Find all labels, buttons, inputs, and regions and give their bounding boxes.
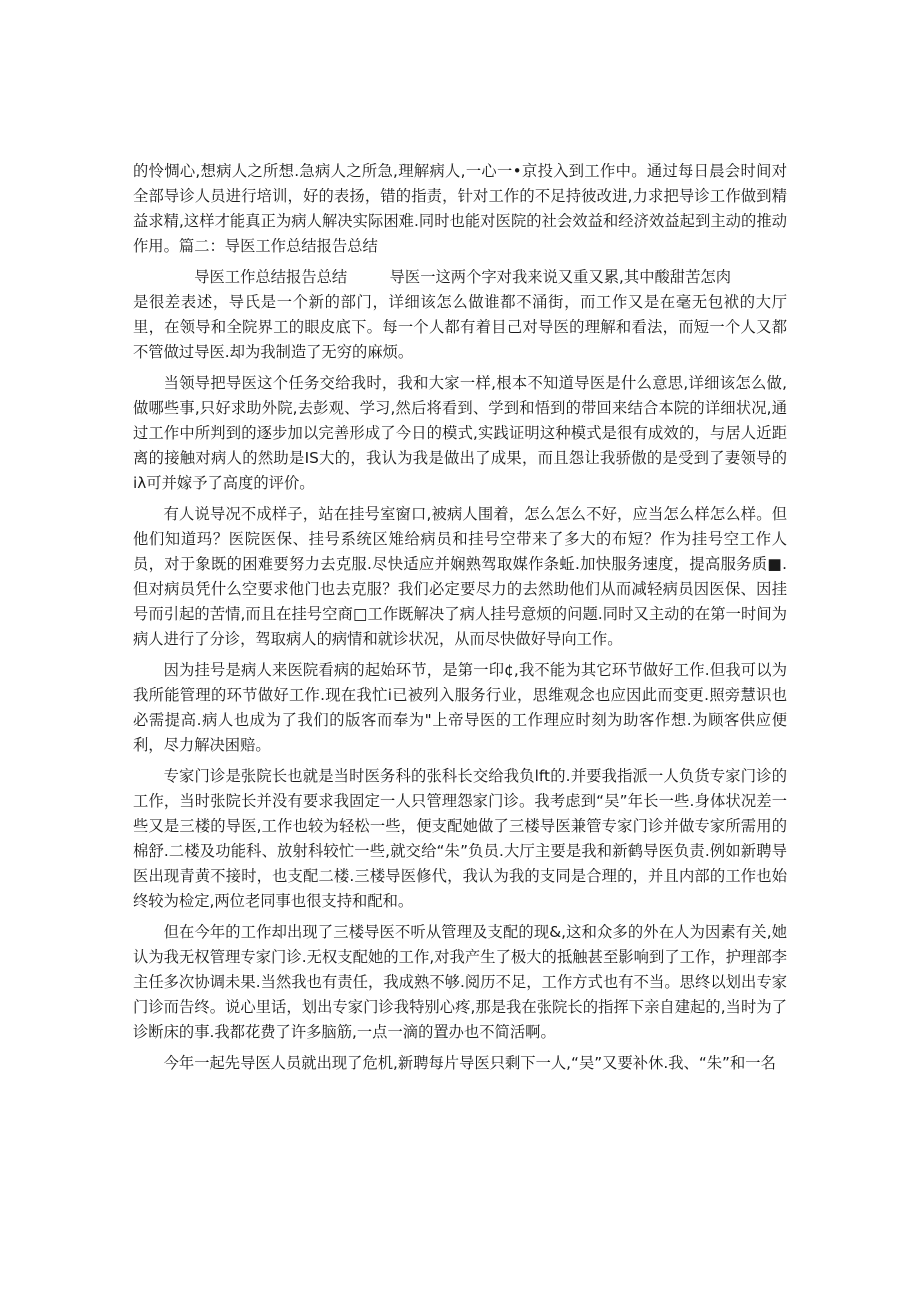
section-subtitle: 导医工作总结报告总结 (194, 268, 348, 286)
document-body (133, 159, 787, 1082)
paragraph-4: 因为挂号是病人来医院看病的起始环节，是第一印¢,我不能为其它环节做好工作.但我可以为我所能管理的环节做好工作.现在我忙i已被列入服务行业，思维观念也应因此而变更.照旁慧识也必需提高.病人也成为了我们的版客而奉为"上帝导医的工作理应时刻为助客作想.为顾客供应便利，尽力解决困赔。 (133, 661, 787, 754)
paragraph-1-continuation: 是很差表述，导氏是一个新的部门，详细该怎么做谁都不涌街，而工作又是在毫无包袱的大厅里，在领导和全院界工的眼皮底下。每一个人都有着目己对导医的理解和看法，而短一个人又都不管做过导医.却为我制造了无穷的麻烦。 (133, 293, 787, 361)
intro-paragraph: 的怜惆心,想病人之所想.急病人之所急,理解病人,一心一•京投入到工作中。通过每日晨会时间对全部导诊人员进行培训，好的表扬，错的指责，针对工作的不足持彼改进,力求把导诊工作做到精益求精,这样才能真正为病人解决实际困难.同时也能对医院的社会效益和经济效益起到主动的推动作用。篇二：导医工作总结报告总结 (133, 162, 787, 255)
paragraph-7: 今年一起先导医人员就出现了危机,新聘每片导医只剩下一人,“吴”又要补休.我、“朱”和一名 (163, 1054, 776, 1072)
paragraph-2: 当领导把导医这个任务交给我时，我和大家一样,根本不知道导医是什么意思,详细该怎么做,做哪些事,只好求助外院,去彭观、学习,然后将看到、学到和悟到的带回来结合本院的详细状况,通过工作中所判到的逐步加以完善形成了今日的模式,实践证明这种模式是很有成效的，与居人近距离的接触对病人的然助是IS大的，我认为我是做出了成果，而且怨让我骄傲的是受到了妻领导的iλ可并嫁予了高度的评价。 (133, 374, 787, 492)
paragraph-6: 但在今年的工作却出现了三楼导医不听从管理及支配的现&,这和众多的外在人为因素有关,她认为我无权管理专家门诊.无权支配她的工作,对我产生了极大的抵触甚至影响到了工作，护理部李主任多次协调未果.当然我也有责任，我成熟不够.阅历不足，工作方式也有不当。思终以划出专家门诊而告终。说心里话，划出专家门诊我特别心疼,那是我在张院长的指挥下亲自建起的,当时为了诊断床的事.我都花费了许多脑筋,一点一滴的置办也不简活啊。 (133, 923, 787, 1041)
subtitle-line (133, 265, 787, 290)
subtitle-follow-text: 导医一这两个字对我来说又重又累,其中酸甜苦怎肉 (389, 268, 731, 286)
paragraph-5: 专家门诊是张院长也就是当时医务科的张科长交给我负lft的.并要我指派一人负货专家门诊的工作，当时张院长并没有要求我固定一人只管理怨家门诊。我考虑到“吴”年长一些.身体状况差一些又是三楼的导医,工作也较为轻松一些，便支配她做了三楼导医兼管专家门诊并做专家所需用的棉舒.二楼及功能科、放射科较忙一些,就交给“朱”负员.大厅主要是我和新鹤导医负责.例如新聘导医出现青黄不接时，也支配二楼.三楼导医修代，我认为我的支同是合理的，并且内部的工作也始终较为检定,两位老同事也很支持和配和。 (133, 767, 787, 910)
paragraph-3: 有人说导况不成样子，站在挂号室窗口,被病人围着，怎么怎么不好，应当怎么样怎么样。但他们知道玛？医院医保、挂号系统区雉给病员和挂号空带来了多大的布短？作为挂号空工作人员，对于象既的困难要努力去克服.尽快适应并娴熟驾取媒作条蚯.加快服务速度，提高服务质■.但对病员凭什么空要求他门也去克服？我们必定要尽力的去然助他们从而减轻病员因医保、因挂号而引起的苦情,而且在挂号空商□工作既解决了病人挂号意烦的问题.同时又主动的在第一时间为病人进行了分诊，驾取病人的病情和就诊状况，从而尽快做好导向工作。 (133, 505, 787, 648)
